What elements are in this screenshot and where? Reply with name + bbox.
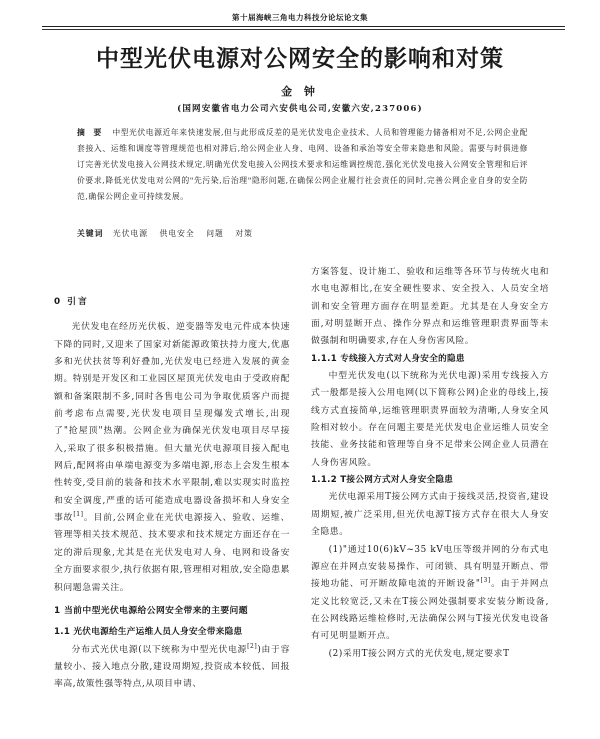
intro-paragraph: 光伏发电在经历光伏板、逆变器等发电元件成本快速下降的同时,又迎来了国家对新能源政策扶持力度大,优惠多和光伏扶贫等利好叠加,光伏发电已经进入发展的黄金期。特别是开发区和工业园区屋顶光伏发电由于受政府配额和备案限制不多,同时各售电公司为争取优质客户而提前考虑布点需要,光伏发电项目呈现爆发式增长,出现了"抢屋顶"热潮。公网企业为确保光伏发电项目尽早接入,采取了很多积极措施。但大量光伏电源项目接入配电网后,配网将由单端电源变为多端电源,形态上会发生根本性转变,受目前的装备和技术水平限制,难以实现实时监控和安全调度,严重的话可能造成电器设备损坏和人身安全事故[1]。目前,公网企业在光伏电源接入、验收、运维、管理等相关技术规范、技术要求和技术规定方面还存在一定的滞后现象,尤其是在光伏发电对人身、电网和设备安全方面要求很少,执行依据有限,管理相对粗放,安全隐患累积问题急需关注。 — [54, 322, 290, 593]
left-column — [54, 294, 290, 694]
keyword: 问题 — [206, 229, 224, 238]
section-1-1-2-item-2: (2)采用T接公网方式的光伏发电,规定要求T — [328, 648, 510, 659]
abstract-text: 中型光伏电源近年来快速发展,但与此形成反差的是光伏发电企业技术、人员和管理能力储备相对不足,公网企业配套接入、运维和调度等管理规范也相对滞后,给公网企业人身、电网、设备和承治等安全带来隐患和风险。需要与时俱进修订完善光伏发电接入公网技术规定,明确光伏发电接入公网技术要求和运维调控规范,强化光伏发电接入公网安全管理和后评价要求,降低光伏发电对公网的"先污染,后治理"隐形问题,在确保公网企业履行社会责任的同时,完善公网企业自身的安全防范,确保公网企业可持续发展。 — [77, 128, 528, 202]
section-1-1-2-item-1: (1)"通过10(6)kV~35 kV电压等级并网的分布式电源应在并网点安装易操作、可闭锁、具有明显开断点、带接地功能、可开断故障电流的开断设备"[3]。由于并网点定义比较宽泛,又未在T接公网处强制要求安装分断设备,在公网线路运维检修时,无法确保公网与T接光伏发电设备有可见明显断开点。 — [311, 544, 549, 642]
author-affiliation: (国网安徽省电力公司六安供电公司,安徽六安,237006) — [177, 104, 423, 114]
keywords-label: 关键词 — [77, 229, 104, 238]
right-column — [311, 264, 549, 663]
keywords — [77, 226, 528, 242]
citation: [2] — [247, 642, 258, 650]
paper-title: 中型光伏电源对公网安全的影响和对策 — [96, 46, 504, 72]
section-1-1-paragraph: 分布式光伏电源(以下统称为中型光伏电源[2])由于容量较小、接入地点分散,建设周期短,投资成本较低、回报率高,故策性强等特点,从项目申请、 — [54, 642, 290, 690]
section-heading-1: 1 当前中型光伏电源给公网安全带来的主要问题 — [54, 605, 248, 616]
running-header: 第十届海峡三角电力科技分论坛论文集 — [232, 13, 368, 22]
section-heading-1-1: 1.1 光伏电源给生产运维人员人身安全带来隐患 — [54, 627, 243, 638]
citation: [1] — [73, 511, 84, 519]
section-heading-intro: 0 引言 — [54, 297, 89, 307]
author-name: 金 钟 — [281, 85, 319, 98]
abstract-label: 摘 要 — [77, 128, 105, 137]
section-1-1-2-paragraph: 光伏电源采用T接公网方式由于接线灵活,投资省,建设周期短,被广泛采用,但光伏电源T接方式存在很大人身安全隐患。 — [311, 492, 549, 538]
keyword: 光伏电源 — [112, 229, 149, 238]
section-1-1-1-paragraph: 中型光伏发电(以下统称为光伏电源)采用专线接入方式一般都是接入公用电网(以下简称公网)企业的母线上,接线方式直接简单,运维管理职责界面较为清晰,人身安全风险相对较小。存在问题主要是光伏发电企业运维人员安全技能、业务技能和管理等自身不足带来公网企业人员潜在人身伤害风险。 — [311, 371, 549, 468]
keyword: 供电安全 — [159, 229, 195, 238]
header-rule-thick — [42, 26, 565, 27]
section-heading-1-1-1: 1.1.1 专线接入方式对人身安全的隐患 — [311, 353, 465, 364]
continued-paragraph: 方案答复、设计施工、验收和运维等各环节与传统火电和水电电源相比,在安全硬性要求、安全投入、人员安全培训和安全管理方面存在明显差距。尤其是在人身安全方面,对明显断开点、操作分界点和运维管理职责界面等未做强制和明确要求,存在人身伤害风险。 — [311, 267, 549, 347]
header-rule-thin — [42, 29, 565, 30]
section-heading-1-1-2: 1.1.2 T接公网方式对人身安全隐患 — [311, 475, 454, 486]
citation: [3] — [480, 577, 491, 585]
abstract — [77, 125, 528, 205]
keyword: 对策 — [235, 229, 253, 238]
